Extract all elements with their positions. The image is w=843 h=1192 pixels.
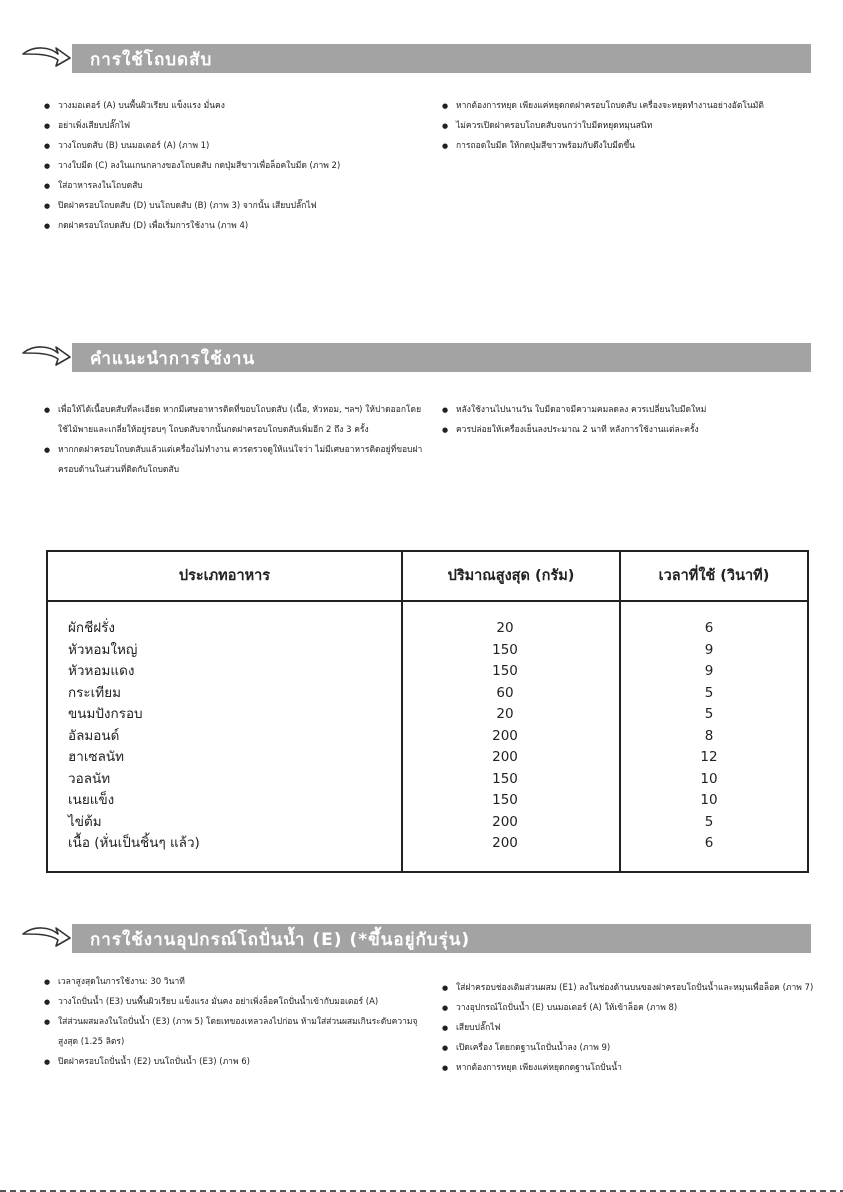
- list-item: ● ใส่ส่วนผสมลงในโถปั่นน้ำ (E3) (ภาพ 5) โดยเทของเหลวลงไปก่อน ห้ามใส่ส่วนผสมเกินระดับความจุสูงสุด (1.25 ลิตร): [44, 1012, 424, 1052]
- table-cell-food: ขนมปังกรอบ: [68, 706, 143, 722]
- curved-arrow-icon: [20, 924, 74, 952]
- tips-right-list: [442, 400, 817, 440]
- list-item: ● วางมอเตอร์ (A) บนพื้นผิวเรียบ แข็งแรง มั่นคง: [44, 96, 424, 116]
- section-title: การใช้โถบดสับ: [90, 50, 213, 70]
- curved-arrow-icon: [20, 44, 74, 72]
- table-cell-grams: 150: [492, 792, 518, 808]
- table-cell-food: หัวหอมแดง: [68, 663, 135, 679]
- blender-left-list: [44, 972, 424, 1072]
- table-header-max-quantity: ปริมาณสูงสุด (กรัม): [447, 568, 575, 584]
- table-cell-seconds: 12: [700, 749, 718, 765]
- table-cell-seconds: 5: [704, 706, 714, 722]
- table-cell-food: วอลนัท: [68, 770, 111, 787]
- curved-arrow-icon: [20, 343, 74, 371]
- list-item: ● วางอุปกรณ์โถปั่นน้ำ (E) บนมอเตอร์ (A) ให้เข้าล็อค (ภาพ 8): [442, 998, 817, 1018]
- list-item: ● ไม่ควรเปิดฝาครอบโถบดสับจนกว่าใบมีดหยุดหมุนสนิท: [442, 116, 817, 136]
- list-item: ● หากกดฝาครอบโถบดสับแล้วแต่เครื่องไม่ทำงาน ควรตรวจดูให้แน่ใจว่า ไม่มีเศษอาหารติดอยู่ที่ขอบฝาครอบด้านในส่วนที่ติดกับโถบดสับ: [44, 440, 424, 480]
- list-item: ● หากต้องการหยุด เพียงแค่หยุดกดฝาครอบโถบดสับ เครื่องจะหยุดทำงานอย่างอัตโนมัติ: [442, 96, 817, 116]
- table-cell-grams: 200: [492, 813, 518, 830]
- table-cell-grams: 200: [492, 749, 518, 765]
- table-cell-seconds: 9: [704, 641, 714, 658]
- list-item: ● เสียบปลั๊กไฟ: [442, 1018, 817, 1038]
- table-cell-food: เนยแข็ง: [68, 792, 115, 808]
- list-item: ● ใส่อาหารลงในโถบดสับ: [44, 176, 424, 196]
- section-header-blender: [72, 924, 811, 953]
- table-cell-seconds: 6: [704, 835, 714, 851]
- table-cell-seconds: 10: [700, 792, 718, 808]
- table-cell-seconds: 5: [704, 684, 714, 701]
- table-cell-food: อัลมอนด์: [68, 727, 120, 744]
- table-cell-food: กระเทียม: [68, 684, 121, 701]
- list-item: ● อย่าเพิ่งเสียบปลั๊กไฟ: [44, 116, 424, 136]
- table-cell-food: หัวหอมใหญ่: [68, 641, 138, 658]
- section-title: คำแนะนำการใช้งาน: [90, 349, 256, 369]
- table-header-food: ประเภทอาหาร: [178, 568, 271, 584]
- table-cell-seconds: 9: [704, 663, 714, 679]
- table-cell-food: เนื้อ (หั่นเป็นชิ้นๆ แล้ว): [68, 835, 200, 851]
- chopper-right-list: [442, 96, 817, 156]
- list-item: ● เปิดเครื่อง โดยกดฐานโถปั่นน้ำลง (ภาพ 9): [442, 1038, 817, 1058]
- table-cell-seconds: 6: [704, 620, 714, 636]
- food-column: [68, 618, 398, 855]
- table-cell-seconds: 8: [704, 727, 714, 744]
- list-item: ● วางโถปั่นน้ำ (E3) บนพื้นผิวเรียบ แข็งแรง มั่นคง อย่าเพิ่งล็อคโถปั่นน้ำเข้ากับมอเตอร์ (A): [44, 992, 424, 1012]
- list-item: ● วางใบมีด (C) ลงในแกนกลางของโถบดสับ กดปุ่มสีขาวเพื่อล็อคใบมีด (ภาพ 2): [44, 156, 424, 176]
- table-cell-grams: 200: [492, 835, 518, 851]
- tips-left-list: [44, 400, 424, 480]
- list-item: ● ใส่ฝาครอบช่องเติมส่วนผสม (E1) ลงในช่องด้านบนของฝาครอบโถปั่นน้ำและหมุนเพื่อล็อค (ภาพ 7): [442, 978, 817, 998]
- table-cell-food: ฮาเซลนัท: [68, 749, 124, 765]
- table-cell-seconds: 5: [704, 813, 714, 830]
- list-item: ● กดฝาครอบโถบดสับ (D) เพื่อเริ่มการใช้งาน (ภาพ 4): [44, 216, 424, 236]
- table-cell-seconds: 10: [700, 770, 718, 787]
- table-cell-grams: 150: [492, 641, 518, 658]
- list-item: ● วางโถบดสับ (B) บนมอเตอร์ (A) (ภาพ 1): [44, 136, 424, 156]
- list-item: ● การถอดใบมีด ให้กดปุ่มสีขาวพร้อมกับดึงใบมีดขึ้น: [442, 136, 817, 156]
- list-item: ● ปิดฝาครอบโถบดสับ (D) บนโถบดสับ (B) (ภาพ 3) จากนั้น เสียบปลั๊กไฟ: [44, 196, 424, 216]
- table-cell-grams: 60: [496, 684, 514, 701]
- seconds-column: [621, 618, 797, 855]
- list-item: ● หากต้องการหยุด เพียงแค่หยุดกดฐานโถปั่นน้ำ: [442, 1058, 817, 1078]
- table-cell-food: ผักชีฝรั่ง: [68, 620, 115, 636]
- table-cell-grams: 20: [496, 620, 514, 636]
- chopper-left-list: [44, 96, 424, 236]
- table-cell-grams: 150: [492, 770, 518, 787]
- list-item: ● หลังใช้งานไปนานวัน ใบมีดอาจมีความคมลดลง ควรเปลี่ยนใบมีดใหม่: [442, 400, 817, 420]
- table-cell-grams: 20: [496, 706, 514, 722]
- table-cell-grams: 200: [492, 727, 518, 744]
- table-cell-grams: 150: [492, 663, 518, 679]
- table-cell-food: ไข่ต้ม: [68, 813, 102, 830]
- max-grams-column: [403, 618, 607, 855]
- list-item: ● เพื่อให้ได้เนื้อบดสับที่ละเอียด หากมีเศษอาหารติดที่ขอบโถบดสับ (เนื้อ, หัวหอม, ฯลฯ) ให้ปาดออกโดยใช้ไม้พายและเกลี่ยให้อยู่รอบๆ โถบดสับจากนั้นกดฝาครอบโถบดสับเพิ่มอีก 2 ถึง 3 ครั้ง: [44, 400, 424, 440]
- section-header-chopper: [72, 44, 811, 73]
- list-item: ● ปิดฝาครอบโถปั่นน้ำ (E2) บนโถปั่นน้ำ (E3) (ภาพ 6): [44, 1052, 424, 1072]
- blender-right-list: [442, 978, 817, 1078]
- food-processing-table: [46, 550, 809, 873]
- list-item: ● เวลาสูงสุดในการใช้งาน: 30 วินาที: [44, 972, 424, 992]
- section-title: การใช้งานอุปกรณ์โถปั่นน้ำ (E) (*ขึ้นอยู่กับรุ่น): [90, 930, 471, 950]
- list-item: ● ควรปล่อยให้เครื่องเย็นลงประมาณ 2 นาที หลังการใช้งานแต่ละครั้ง: [442, 420, 817, 440]
- table-header-time: เวลาที่ใช้ (วินาที): [658, 568, 770, 584]
- section-header-tips: [72, 343, 811, 372]
